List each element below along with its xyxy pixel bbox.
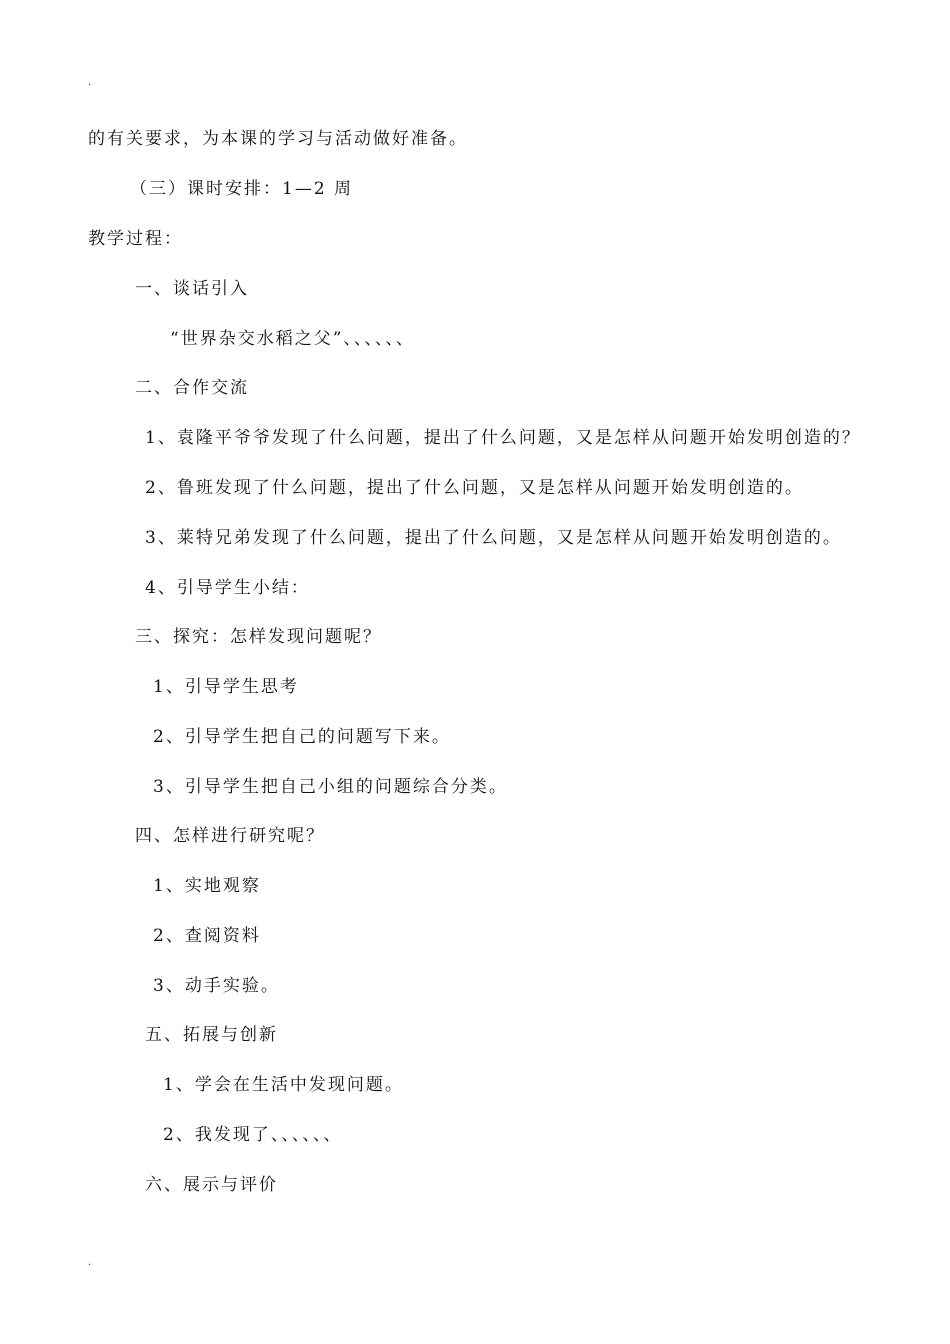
text-line-quote: “世界杂交水稻之父”、、、、、、	[170, 329, 415, 349]
section-heading-2: 二、合作交流	[135, 378, 249, 398]
list-item: 1、学会在生活中发现问题。	[163, 1075, 404, 1095]
list-item: 3、莱特兄弟发现了什么问题，提出了什么问题，又是怎样从问题开始发明创造的。	[145, 528, 842, 548]
section-heading-6: 六、展示与评价	[145, 1175, 278, 1195]
list-item: 3、引导学生把自己小组的问题综合分类。	[153, 777, 508, 797]
section-heading-1: 一、谈话引入	[135, 279, 249, 299]
section-heading-3: 三、探究：怎样发现问题呢？	[135, 627, 382, 647]
list-item: 2、鲁班发现了什么问题，提出了什么问题，又是怎样从问题开始发明创造的。	[145, 478, 804, 498]
list-item: 2、引导学生把自己的问题写下来。	[153, 727, 451, 747]
section-heading-teaching-process: 教学过程：	[88, 229, 183, 249]
page-top-marker: .	[88, 77, 92, 88]
section-heading-5: 五、拓展与创新	[145, 1025, 278, 1045]
list-item: 2、我发现了、、、、、、	[163, 1125, 343, 1145]
list-item: 3、动手实验。	[153, 976, 280, 996]
list-item: 1、实地观察	[153, 876, 261, 896]
section-heading-4: 四、怎样进行研究呢？	[135, 826, 325, 846]
text-line-schedule: （三）课时安排：1—2 周	[130, 179, 354, 199]
list-item: 1、引导学生思考	[153, 677, 299, 697]
list-item: 4、引导学生小结：	[145, 578, 310, 598]
list-item: 2、查阅资料	[153, 926, 261, 946]
list-item: 1、袁隆平爷爷发现了什么问题，提出了什么问题，又是怎样从问题开始发明创造的？	[145, 428, 861, 448]
page-bottom-marker: .	[88, 1257, 92, 1268]
text-line-preparation: 的有关要求，为本课的学习与活动做好准备。	[88, 129, 468, 149]
